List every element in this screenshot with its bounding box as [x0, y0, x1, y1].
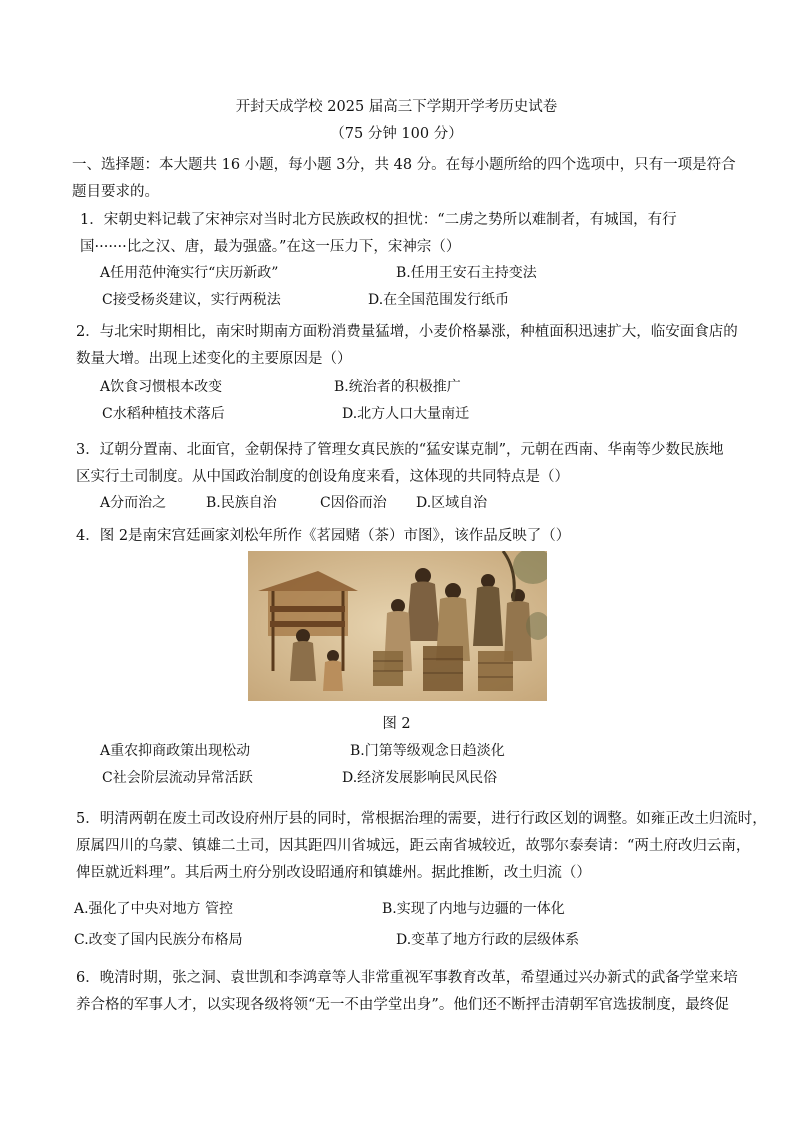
section-header-line2: 题目要求的。 — [72, 184, 159, 200]
q4-option-a[interactable]: A重农抑商政策出现松动 — [100, 743, 251, 759]
q1-option-d[interactable]: D.在全国范围发行纸币 — [368, 292, 510, 308]
q1-stem-line1: 1．宋朝史料记载了宋神宗对当时北方民族政权的担忧：“二虏之势所以难制者，有城国，有行 — [80, 212, 677, 228]
exam-subtitle: （75 分钟 100 分） — [330, 126, 463, 142]
painting-illustration — [248, 551, 547, 701]
q2-option-b[interactable]: B.统治者的积极推广 — [334, 379, 461, 395]
exam-title: 开封天成学校 2025 届高三下学期开学考历史试卷 — [235, 99, 558, 115]
q2-option-d[interactable]: D.北方人口大量南迁 — [342, 406, 470, 422]
q6-stem-line1: 6．晚清时期，张之洞、袁世凯和李鸿章等人非常重视军事教育改革，希望通过兴办新式的武备学堂来培 — [76, 970, 738, 986]
q4-stem-line1: 4．图 2是南宋宫廷画家刘松年所作《茗园赌（茶）市图》，该作品反映了（） — [76, 528, 571, 544]
q1-option-b[interactable]: B.任用王安石主持变法 — [396, 265, 537, 281]
q5-stem-line1: 5．明清两朝在废土司改设府州厅县的同时，常根据治理的需要，进行行政区划的调整。如雍正改土归流时， — [76, 811, 767, 827]
q2-option-c[interactable]: C水稻种植技术落后 — [102, 406, 225, 422]
q3-option-d[interactable]: D.区域自治 — [416, 495, 488, 511]
q3-stem-line2: 区实行土司制度。从中国政治制度的创设角度来看，这体现的共同特点是（） — [76, 469, 569, 485]
q3-option-a[interactable]: A分而治之 — [100, 495, 167, 511]
q2-option-a[interactable]: A饮食习惯根本改变 — [100, 379, 223, 395]
q5-stem-line3: 俾臣就近料理”。其后两土府分别改设昭通府和镇雄州。据此推断，改土归流（） — [76, 865, 591, 881]
q4-option-d[interactable]: D.经济发展影响民风民俗 — [342, 770, 498, 786]
q3-option-c[interactable]: C因俗而治 — [320, 495, 387, 511]
q2-stem-line2: 数量大增。出现上述变化的主要原因是（） — [76, 351, 352, 367]
q6-stem-line2: 养合格的军事人才，以实现各级将领“无一不由学堂出身”。他们还不断抨击清朝军官选拔制度，最终促 — [76, 997, 729, 1013]
q5-option-a[interactable]: A.强化了中央对地方 管控 — [74, 901, 234, 917]
q1-stem-line2: 国·······比之汉、唐，最为强盛。”在这一压力下，宋神宗（） — [80, 239, 461, 255]
q5-stem-line2: 原属四川的乌蒙、镇雄二土司，因其距四川省城远，距云南省城较近，故鄂尔泰奏请：“两土府改归云南， — [76, 838, 751, 854]
q5-option-d[interactable]: D.变革了地方行政的层级体系 — [396, 932, 580, 948]
q3-stem-line1: 3．辽朝分置南、北面官，金朝保持了管理女真民族的“猛安谋克制”，元朝在西南、华南等少数民族地 — [76, 442, 724, 458]
figure-caption: 图 2 — [382, 716, 411, 732]
q1-option-a[interactable]: A任用范仲淹实行“庆历新政” — [100, 265, 279, 281]
q1-option-c[interactable]: C接受杨炎建议，实行两税法 — [102, 292, 281, 308]
q4-option-b[interactable]: B.门第等级观念日趋淡化 — [350, 743, 505, 759]
section-header-line1: 一、选择题：本大题共 16 小题，每小题 3分，共 48 分。在每小题所给的四个选项中，只有一项是符合 — [72, 157, 736, 173]
q5-option-c[interactable]: C.改变了国内民族分布格局 — [74, 932, 243, 948]
q3-option-b[interactable]: B.民族自治 — [206, 495, 277, 511]
q4-option-c[interactable]: C社会阶层流动异常活跃 — [102, 770, 253, 786]
q5-option-b[interactable]: B.实现了内地与边疆的一体化 — [382, 901, 565, 917]
tea-market-painting — [248, 551, 547, 701]
q2-stem-line1: 2．与北宋时期相比，南宋时期南方面粉消费量猛增，小麦价格暴涨，种植面积迅速扩大，临安面食店的 — [76, 324, 738, 340]
